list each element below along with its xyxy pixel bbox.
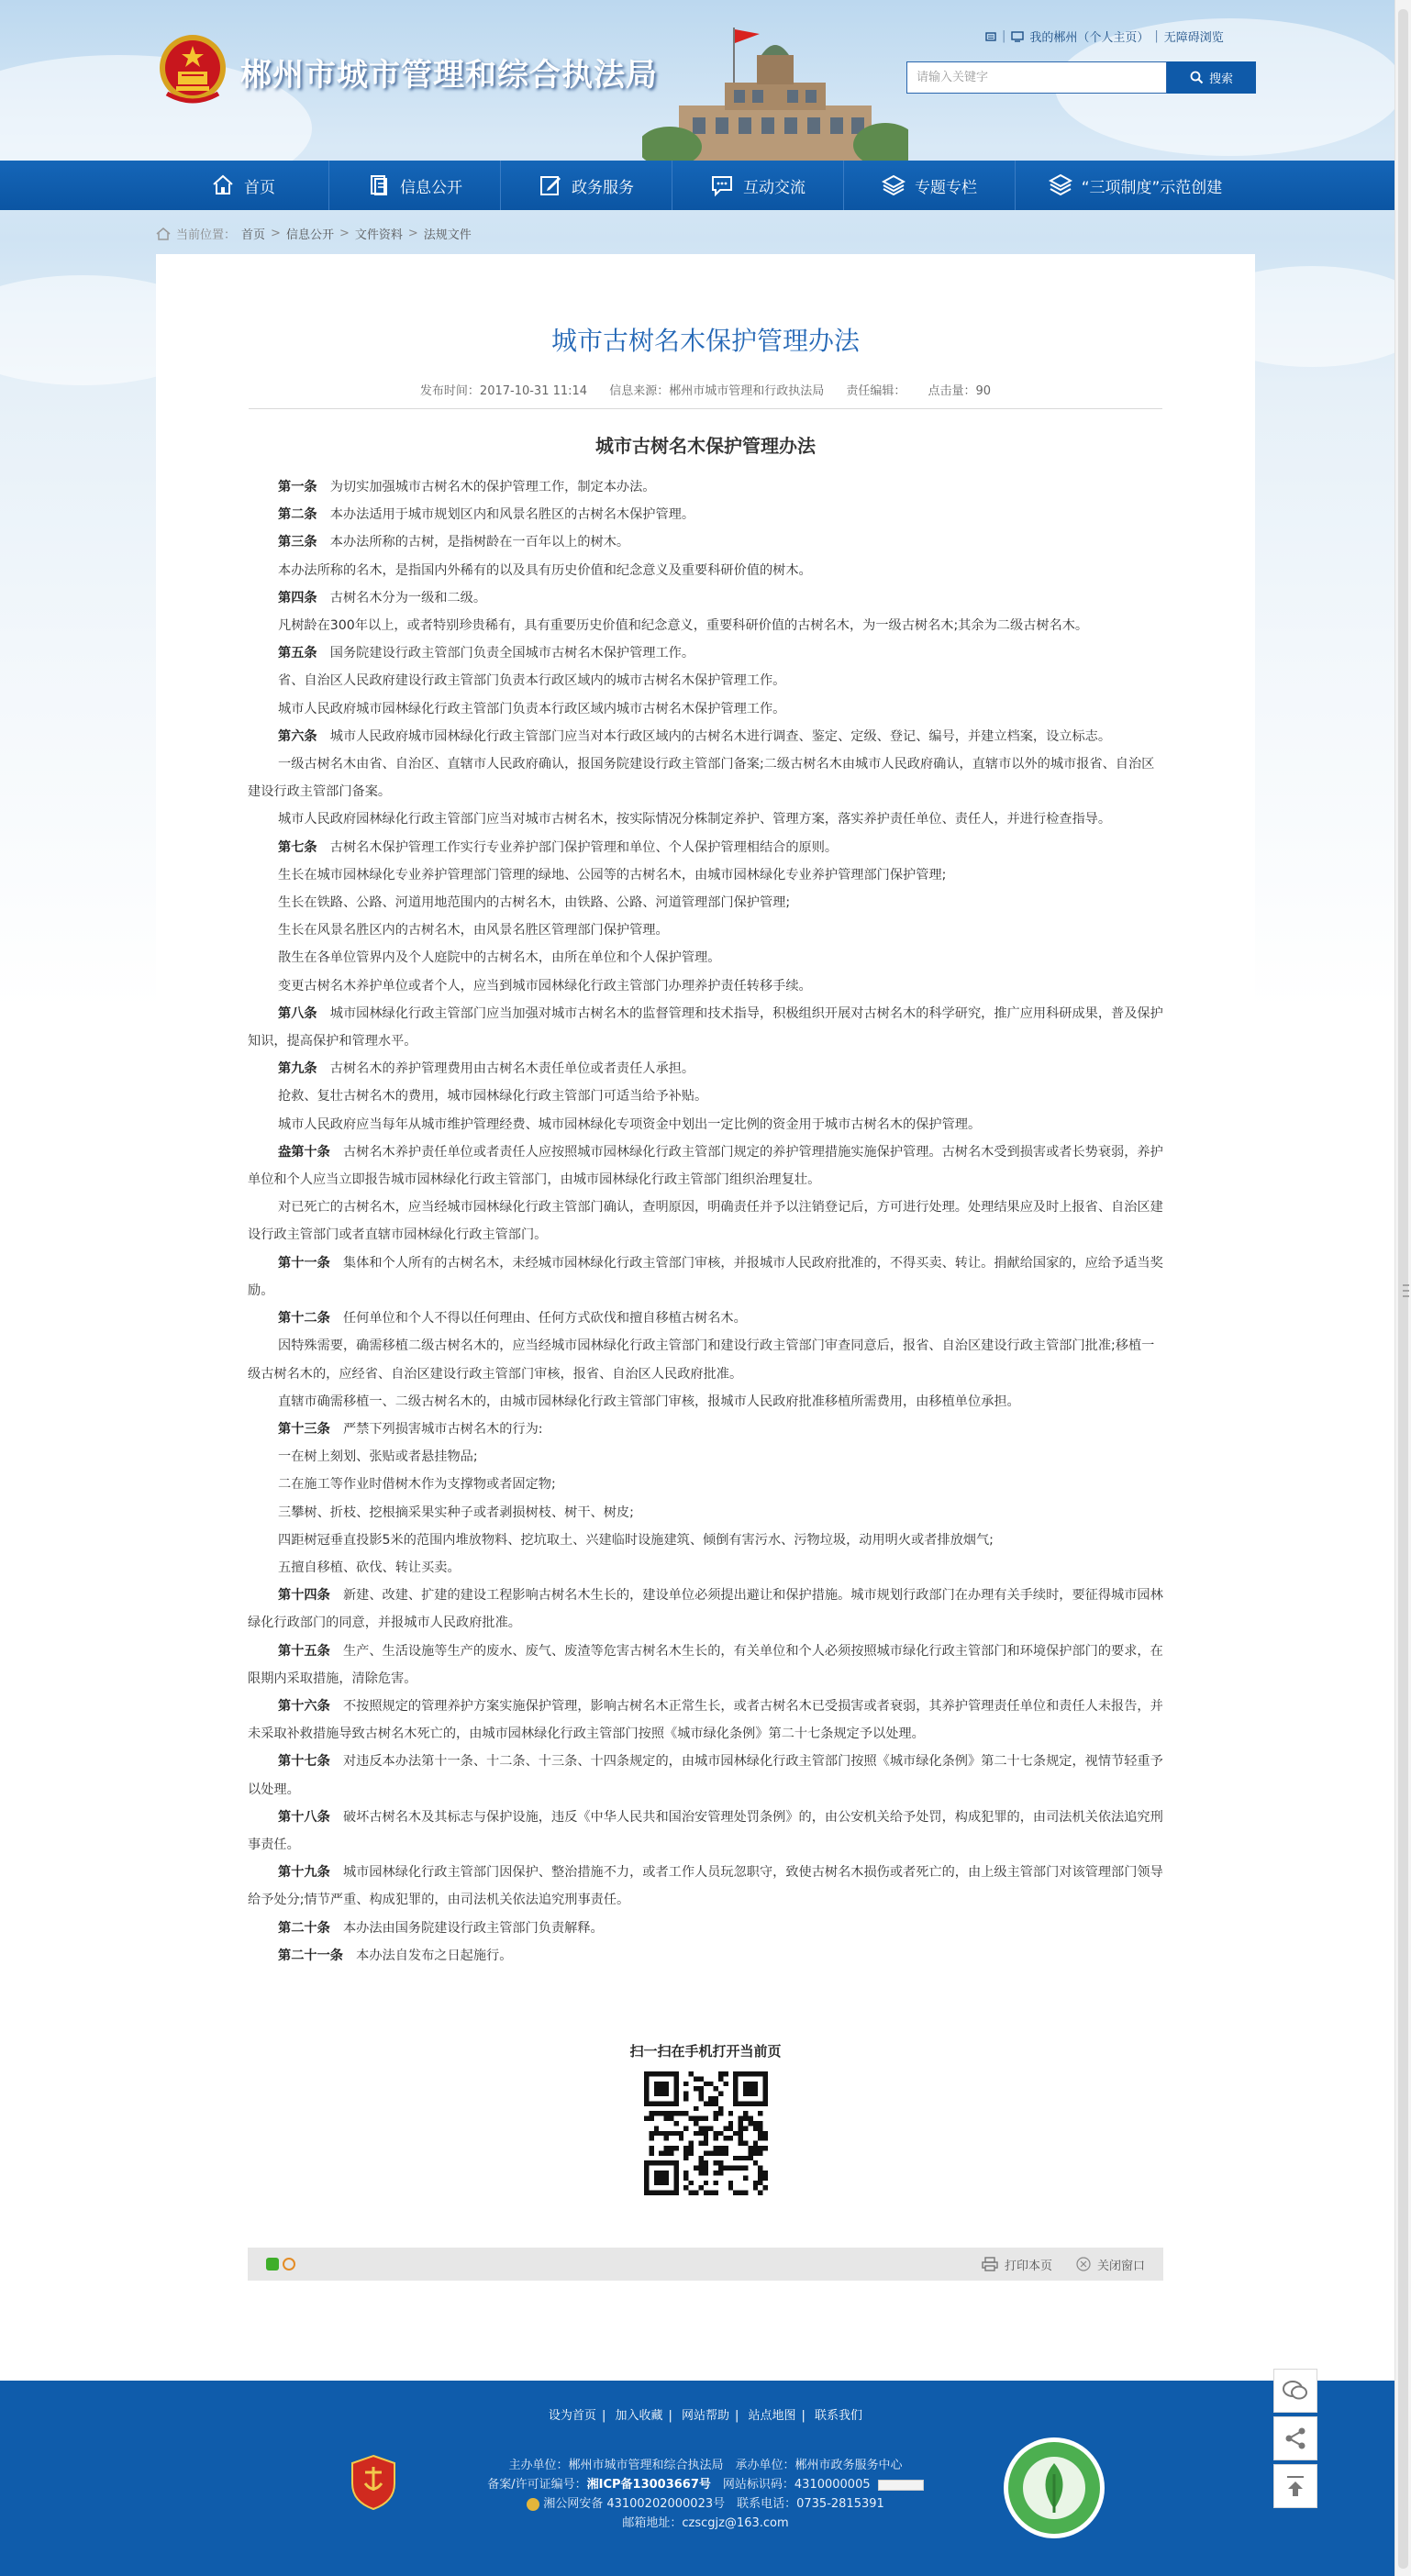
search-button[interactable] (1167, 61, 1256, 94)
printer-icon (982, 2257, 998, 2271)
breadcrumb-prefix: 当前位置： (176, 228, 237, 242)
wechat-icon (1282, 2379, 1309, 2403)
email-info: 邮箱地址：czscgjz@163.com (622, 2516, 789, 2530)
share-bar (248, 2248, 1163, 2281)
article-paragraph (248, 972, 1163, 1000)
article-clause-text: 对已死亡的古树名木，应当经城市园林绿化行政主管部门确认，查明原因，明确责任并予以注销登记后，方可进行处理。处理结果应及时上报省、自治区建设行政主管部门或者直辖市园林绿化行政主管部门。 (248, 1200, 1163, 1243)
article-clause-text: 严禁下列损害城市古树名木的行为: (329, 1421, 543, 1437)
article-clause-number: 第九条 (278, 1061, 317, 1077)
article-clause-text: 生产、生活设施等生产的废水、废气、废渣等危害古树名木生长的，有关单位和个人必须按照城市绿化行政主管部门和环境保护部门的要求，在限期内采取措施，清除危害。 (248, 1643, 1163, 1686)
article-body (248, 473, 1163, 1970)
article-clause-text: 破坏古树名木及其标志与保护设施，违反《中华人民共和国治安管理处罚条例》的，由公安机关给予处罚，构成犯罪的，由司法机关依法追究刑事责任。 (248, 1809, 1163, 1852)
nav-label: 专题专栏 (915, 178, 977, 197)
article-clause-number: 第十三条 (278, 1421, 330, 1437)
error-correction-icon[interactable] (878, 2480, 924, 2491)
article-clause-number: 第十九条 (278, 1865, 330, 1881)
article-paragraph (248, 1055, 1163, 1083)
site-header (0, 0, 1394, 161)
article-paragraph (248, 1249, 1163, 1305)
footer-link-homepage[interactable]: 设为首页 (548, 2409, 596, 2423)
article-clause-text: 抢救、复壮古树名木的费用，城市园林绿化行政主管部门可适当给予补贴。 (278, 1089, 708, 1105)
footer-link-contact[interactable]: 联系我们 (815, 2409, 863, 2423)
article-paragraph (248, 1083, 1163, 1110)
sponsor-info: 主办单位：郴州市城市管理和综合执法局 承办单位：郴州市政务服务中心 (508, 2459, 903, 2472)
article-paragraph (248, 1305, 1163, 1332)
wechat-icon[interactable] (985, 31, 996, 42)
article-clause-text: 五擅自移植、砍伐、转让买卖。 (278, 1560, 461, 1575)
nav-item-home[interactable] (158, 161, 329, 210)
article-clause-number: 第四条 (278, 590, 317, 605)
layers-icon (882, 173, 905, 197)
chat-icon (710, 173, 734, 197)
nav-item-services[interactable] (501, 161, 672, 210)
document-icon (367, 173, 391, 197)
article-clause-number: 第十二条 (278, 1311, 330, 1327)
article-paragraph (248, 1915, 1163, 1942)
article-paragraph (248, 557, 1163, 584)
article-clause-text: 一级古树名木由省、自治区、直辖市人民政府确认，报国务院建设行政主管部门备案;二级古树名木由城市人民政府确认，直辖市以外的城市报省、自治区建设行政主管部门备案。 (248, 757, 1155, 800)
site-footer (0, 2381, 1394, 2576)
article-paragraph (248, 1499, 1163, 1527)
site-title[interactable]: 郴州市城市管理和综合执法局 (240, 57, 658, 94)
print-button[interactable] (982, 2256, 1052, 2273)
article-paragraph (248, 1000, 1163, 1055)
article-clause-number: 第二十一条 (278, 1948, 343, 1963)
article-paragraph (248, 1942, 1163, 1970)
editor: 责任编辑： (846, 384, 906, 398)
qr-code (644, 2071, 768, 2195)
article-clause-number: 第十六条 (278, 1698, 330, 1714)
float-wechat-button[interactable] (1273, 2369, 1317, 2413)
article-paragraph (248, 1194, 1163, 1249)
qr-caption: 扫一扫在手机打开当前页 (629, 2043, 782, 2060)
nav-label: 政务服务 (572, 178, 634, 197)
moments-share-icon[interactable] (283, 2258, 295, 2271)
article-clause-number: 第十一条 (278, 1255, 330, 1271)
article-clause-number: 第七条 (278, 839, 317, 855)
article-clause-text: 本办法由国务院建设行政主管部门负责解释。 (329, 1920, 604, 1936)
search-icon (1190, 71, 1204, 84)
article-paragraph (248, 528, 1163, 556)
article-clause-number: 第六条 (278, 728, 317, 744)
view-count: 点击量：90 (928, 384, 992, 398)
article-paragraph (248, 1138, 1163, 1194)
article-clause-text: 因特殊需要，确需移植二级古树名木的，应当经城市园林绿化行政主管部门和建设行政主管部门审查同意后，报省、自治区建设行政主管部门批准;移植一级古树名木的，应经省、自治区建设行政主管部门审核，报省、自治区人民政府批准。 (248, 1338, 1155, 1382)
article-paragraph (248, 639, 1163, 667)
home-icon (211, 173, 235, 197)
main-nav (0, 161, 1394, 210)
article-clause-text: 城市人民政府园林绿化行政主管部门应当对城市古树名木，按实际情况分株制定养护、管理方案，落实养护责任单位、责任人，并进行检查指导。 (278, 812, 1112, 827)
breadcrumb-link-files[interactable]: 文件资料 (354, 228, 403, 242)
article-paragraph (248, 1638, 1163, 1693)
article-paragraph (248, 1582, 1163, 1637)
article-clause-text: 一在树上刻划、张贴或者悬挂物品; (278, 1449, 478, 1465)
footer-link-sitemap[interactable]: 站点地图 (748, 2409, 796, 2423)
arrow-up-icon (1284, 2474, 1306, 2498)
article-clause-text: 国务院建设行政主管部门负责全国城市古树名木保护管理工作。 (317, 646, 695, 661)
article-paragraph (248, 1416, 1163, 1443)
article-paragraph (248, 834, 1163, 861)
nav-item-info[interactable] (329, 161, 501, 210)
article-clause-text: 城市园林绿化行政主管部门应当加强对城市古树名木的监督管理和技术指导，积极组织开展对古树名木的科学研究，推广应用科研成果，普及保护知识，提高保护和管理水平。 (248, 1005, 1163, 1049)
article-paragraph (248, 916, 1163, 944)
scrollbar-thumb[interactable] (1398, 9, 1408, 2569)
article-clause-number: 盎第十条 (278, 1144, 330, 1160)
print-label: 打印本页 (1004, 2259, 1052, 2273)
article-clause-number: 第二十条 (278, 1920, 330, 1936)
article-paragraph (248, 944, 1163, 972)
info-source: 信息来源：郴州市城市管理和行政执法局 (609, 384, 825, 398)
article-subtitle: 城市古树名木保护管理办法 (595, 435, 816, 457)
footer-link-help[interactable]: 网站帮助 (681, 2409, 729, 2423)
article-clause-text: 集体和个人所有的古树名木，未经城市园林绿化行政主管部门审核，并报城市人民政府批准的，不得买卖、转让。捐献给国家的，应给予适当奖励。 (248, 1255, 1163, 1298)
article-paragraph (248, 750, 1163, 805)
share-icon (1283, 2426, 1307, 2450)
article-clause-text: 任何单位和个人不得以任何理由、任何方式砍伐和擅自移植古树名木。 (329, 1311, 747, 1327)
article-title: 城市古树名木保护管理办法 (550, 326, 860, 356)
article-clause-text: 四距树冠垂直投影5米的范围内堆放物料、挖坑取土、兴建临时设施建筑、倾倒有害污水、污物垃圾，动用明火或者排放烟气; (278, 1532, 994, 1548)
article-paragraph (248, 1443, 1163, 1471)
article-clause-text: 生长在铁路、公路、河道用地范围内的古树名木，由铁路、公路、河道管理部门保护管理; (278, 895, 791, 911)
nav-item-topics[interactable] (844, 161, 1016, 210)
article-clause-text: 变更古树名木养护单位或者个人，应当到城市园林绿化行政主管部门办理养护责任转移手续。 (278, 978, 812, 994)
article-paragraph (248, 1748, 1163, 1803)
breadcrumb-link-home[interactable]: 首页 (241, 228, 266, 242)
article-clause-number: 第十四条 (278, 1588, 330, 1604)
article-clause-text: 新建、改建、扩建的建设工程影响古树名木生长的，建设单位必须提出避让和保护措施。城市规划行政部门在办理有关手续时，要征得城市园林绿化行政部门的同意，并报城市人民政府批准。 (248, 1588, 1163, 1631)
nav-item-three-systems[interactable] (1016, 161, 1255, 210)
close-icon (1076, 2257, 1091, 2271)
nav-label: 首页 (244, 178, 275, 197)
breadcrumb: 当前位置： 首页 > 信息公开 > 文件资料 > 法规文件 (156, 225, 472, 242)
article-clause-text: 本办法适用于城市规划区内和风景名胜区的古树名木保护管理。 (317, 507, 695, 523)
article-paragraph (248, 1111, 1163, 1138)
article-clause-text: 散生在各单位管界内及个人庭院中的古树名木，由所在单位和个人保护管理。 (278, 950, 721, 966)
police-info: 湘公网安备 43100202000023号 联系电话：0735-2815391 (0, 2494, 1411, 2514)
article-clause-number: 第一条 (278, 480, 317, 494)
my-homepage-link[interactable]: 我的郴州（个人主页） (1029, 31, 1150, 45)
nav-label: 信息公开 (400, 178, 462, 197)
nav-label: “三项制度”示范创建 (1081, 178, 1223, 197)
article-clause-text: 为切实加强城市古树名木的保护管理工作，制定本办法。 (317, 480, 656, 494)
article-paragraph (248, 723, 1163, 750)
article-clause-number: 第五条 (278, 646, 317, 661)
article-paragraph (248, 501, 1163, 528)
edit-icon (539, 173, 562, 197)
article-paragraph (248, 889, 1163, 916)
police-badge-icon (527, 2498, 539, 2511)
footer-link-favorite[interactable]: 加入收藏 (615, 2409, 663, 2423)
article-clause-text: 生长在城市园林绿化专业养护管理部门管理的绿地、公园等的古树名木，由城市园林绿化专业养护管理部门保护管理; (278, 867, 947, 883)
article-paragraph (248, 1471, 1163, 1498)
wechat-share-icon[interactable] (266, 2258, 279, 2271)
close-label: 关闭窗口 (1096, 2259, 1145, 2273)
article-clause-number: 第十七条 (278, 1754, 330, 1770)
article-clause-text: 古树名木养护责任单位或者责任人应按照城市园林绿化行政主管部门规定的养护管理措施实施保护管理。古树名木受到损害或者长势衰弱，养护单位和个人应当立即报告城市园林绿化行政主管部门，由城市园林绿化行政主管部门组织治理复壮。 (248, 1144, 1163, 1188)
civilization-badge-icon[interactable] (1002, 2436, 1106, 2540)
article-clause-text: 省、自治区人民政府建设行政主管部门负责本行政区域内的城市古树名木保护管理工作。 (278, 673, 786, 689)
footer-info (0, 2456, 1411, 2533)
article-clause-text: 古树名木分为一级和二级。 (317, 590, 487, 605)
article-clause-text: 直辖市确需移植一、二级古树名木的，由城市园林绿化行政主管部门审核，报城市人民政府批准移植所需费用，由移植单位承担。 (278, 1393, 1020, 1409)
float-share-button[interactable] (1273, 2416, 1317, 2460)
nav-label: 互动交流 (743, 178, 805, 197)
article-clause-text: 城市人民政府城市园林绿化行政主管部门应当对本行政区域内的古树名木进行调查、鉴定、定级、登记、编号，并建立档案，设立标志。 (317, 728, 1112, 744)
article-paragraph (248, 1554, 1163, 1582)
article-paragraph (248, 584, 1163, 612)
accessibility-link[interactable]: 无障碍浏览 (1163, 31, 1224, 45)
article-paragraph (248, 861, 1163, 889)
article-clause-text: 城市人民政府城市园林绿化行政主管部门负责本行政区域内城市古树名木保护管理工作。 (278, 701, 786, 716)
search-button-label: 搜索 (1208, 72, 1233, 86)
stack-icon (1049, 173, 1072, 197)
breadcrumb-link-info[interactable]: 信息公开 (285, 228, 334, 242)
article-clause-text: 凡树龄在300年以上，或者特别珍贵稀有，具有重要历史价值和纪念意义，重要科研价值的古树名木，为一级古树名木;其余为二级古树名木。 (278, 618, 1089, 634)
article-paragraph (248, 667, 1163, 694)
article-clause-text: 本办法所称的名木，是指国内外稀有的以及具有历史价值和纪念意义及重要科研价值的树木。 (278, 562, 812, 578)
article-clause-number: 第十八条 (278, 1809, 330, 1825)
article-clause-text: 古树名木的养护管理费用由古树名木责任单位或者责任人承担。 (317, 1061, 695, 1077)
nav-item-interaction[interactable] (672, 161, 844, 210)
article-clause-number: 第十五条 (278, 1643, 330, 1659)
monitor-icon (1011, 31, 1024, 42)
search-input[interactable]: 请输入关键字 (906, 61, 1167, 94)
article-paragraph (248, 1693, 1163, 1748)
publish-time: 发布时间：2017-10-31 11:14 (419, 384, 588, 398)
article-paragraph (248, 1527, 1163, 1554)
article-paragraph (248, 1388, 1163, 1416)
national-emblem-icon (158, 33, 228, 106)
top-links: | 我的郴州（个人主页） | 无障碍浏览 (985, 28, 1224, 45)
breadcrumb-link-regulations[interactable]: 法规文件 (423, 228, 472, 242)
article-clause-text: 三攀树、折枝、挖根摘采果实种子或者剥损树枝、树干、树皮; (278, 1505, 634, 1520)
icp-info: 备案/许可证编号：湘ICP备13003667号 网站标识码：4310000005 (0, 2475, 1411, 2494)
article-clause-text: 古树名木保护管理工作实行专业养护部门保护管理和单位、个人保护管理相结合的原则。 (317, 839, 839, 855)
page-scrollbar[interactable] (1394, 0, 1411, 2576)
article-clause-text: 城市园林绿化行政主管部门因保护、整治措施不力，或者工作人员玩忽职守，致使古树名木损伤或者死亡的，由上级主管部门对该管理部门领导给予处分;情节严重、构成犯罪的，由司法机关依法追究刑事责任。 (248, 1865, 1163, 1908)
article-paragraph (248, 473, 1163, 501)
article-clause-text: 对违反本办法第十一条、十二条、十三条、十四条规定的，由城市园林绿化行政主管部门按照《城市绿化条例》第二十七条规定，视情节轻重予以处理。 (248, 1754, 1163, 1797)
article-paragraph (248, 695, 1163, 723)
home-icon (156, 228, 171, 240)
article-paragraph (248, 805, 1163, 833)
article-clause-number: 第二条 (278, 507, 317, 523)
article-meta (0, 381, 1411, 398)
article-clause-text: 不按照规定的管理养护方案实施保护管理，影响古树名木正常生长，或者古树名木已受损害或者衰弱，其养护管理责任单位和责任人未报告，并未采取补救措施导致古树名木死亡的，由城市园林绿化行政主管部门按照《城市绿化条例》第二十七条规定予以处理。 (248, 1698, 1163, 1742)
footer-links: 设为首页 | 加入收藏 | 网站帮助 | 站点地图 | 联系我们 (548, 2409, 863, 2423)
divider (249, 408, 1162, 409)
article-clause-text: 本办法所称的古树，是指树龄在一百年以上的树木。 (317, 535, 630, 550)
article-clause-text: 二在施工等作业时借树木作为支撑物或者固定物; (278, 1477, 556, 1493)
article-clause-number: 第八条 (278, 1005, 317, 1021)
article-paragraph (248, 1804, 1163, 1859)
back-to-top-button[interactable] (1273, 2464, 1317, 2508)
article-clause-text: 本办法自发布之日起施行。 (342, 1948, 513, 1963)
article-paragraph (248, 1332, 1163, 1387)
article-paragraph (248, 612, 1163, 639)
close-window-button[interactable] (1076, 2256, 1145, 2273)
article-clause-text: 生长在风景名胜区内的古树名木，由风景名胜区管理部门保护管理。 (278, 923, 669, 938)
building-illustration (642, 18, 908, 161)
article-paragraph (248, 1859, 1163, 1914)
article-clause-number: 第三条 (278, 535, 317, 550)
icp-link[interactable]: 湘ICP备13003667号 (586, 2478, 711, 2492)
article-clause-text: 城市人民政府应当每年从城市维护管理经费、城市园林绿化专项资金中划出一定比例的资金用于城市古树名木的保护管理。 (278, 1116, 982, 1132)
